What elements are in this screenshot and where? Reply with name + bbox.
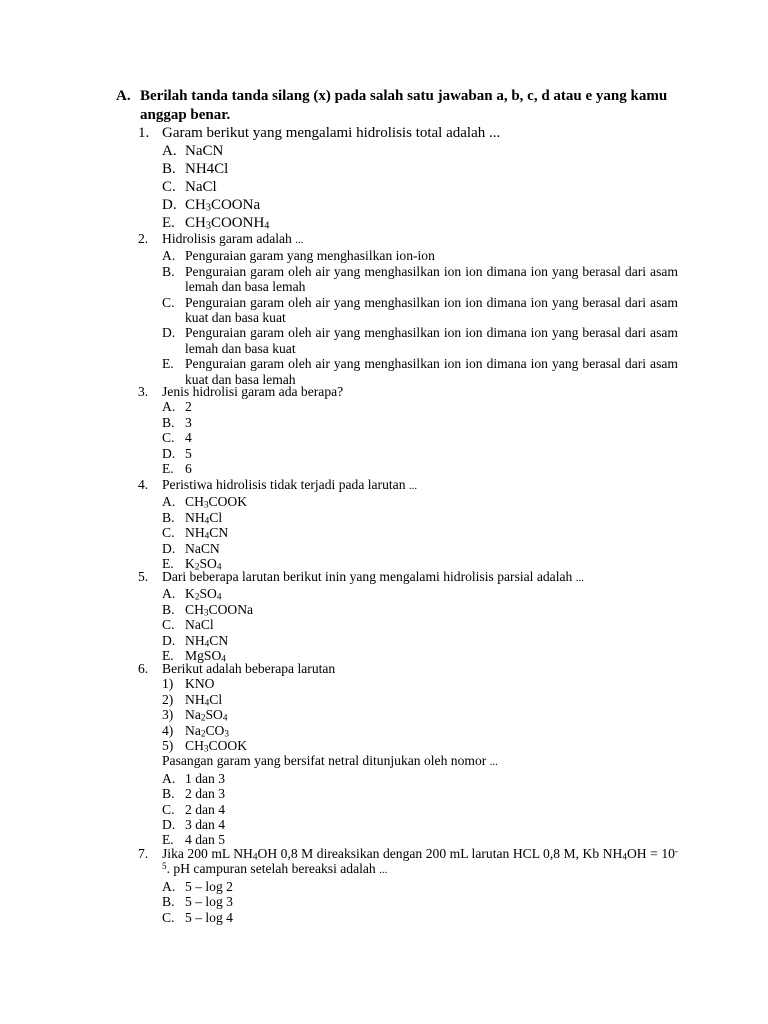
option-d: D. 5 (162, 445, 192, 461)
question-text: Jika 200 mL $NH_4OH$ 0,8 M direaksikan dengan 200 mL larutan HCL 0,8 M, Kb $NH_4OH = 10^{-5}$. pH campuran setelah bereaksi adalah ... (162, 845, 678, 877)
option-e: E. 6 (162, 461, 192, 477)
question-text: Peristiwa hidrolisis tidak terjadi pada larutan ... (162, 477, 418, 492)
option-b: B. 2 dan 3 (162, 786, 226, 802)
solution-item: 1) KNO (162, 676, 215, 692)
question-number: 2. (138, 231, 149, 246)
option-e: E. Penguraian garam oleh air yang menghasilkan ion ion dimana ion yang berasal dari asam kuat dan basa lemah (162, 356, 678, 387)
solution-item: 5) $CH_3COOK$ (162, 738, 248, 754)
option-d: D. $CH_3COONa$ (162, 197, 261, 214)
option-b: B. 3 (162, 414, 192, 430)
option-e: E. $K_2SO_4$ (162, 556, 222, 572)
question-number: 3. (138, 384, 149, 399)
option-c: C. 5 – log 4 (162, 909, 233, 925)
option-a: A. $K_2SO_4$ (162, 586, 222, 602)
option-a: A. 5 – log 2 (162, 878, 233, 894)
question-2 (138, 231, 678, 387)
question-number: 6. (138, 661, 149, 676)
option-c: C. $NH_4CN$ (162, 525, 229, 541)
section-instruction (116, 87, 676, 125)
option-b: B. NH4Cl (162, 161, 229, 177)
option-b: B. $NH_4Cl$ (162, 509, 223, 526)
question-text: Hidrolisis garam adalah ... (162, 231, 304, 246)
option-b: B. $CH_3COONa$ (162, 601, 254, 618)
option-a: A. Penguraian garam yang menghasilkan ion-ion (162, 248, 435, 264)
question-number: 5. (138, 569, 149, 584)
option-e: E. $CH_3COONH_4$ (162, 215, 270, 232)
question-5 (138, 569, 678, 663)
solution-item: 2) $NH_4Cl$ (162, 691, 223, 708)
option-a: A. NaCN (162, 143, 224, 159)
option-d: D. $NH_4CN$ (162, 632, 229, 648)
option-b: B. Penguraian garam oleh air yang menghasilkan ion ion dimana ion yang berasal dari asam lemah dan basa lemah (162, 263, 678, 295)
option-b: B. 5 – log 3 (162, 894, 233, 910)
question-7 (138, 846, 678, 925)
option-e: E. MgSO$_4$ (162, 648, 226, 664)
question-6 (138, 661, 678, 848)
question-1 (138, 124, 678, 232)
option-c: C. NaCl (162, 617, 214, 633)
option-a: A. 2 (162, 399, 192, 415)
section-instruction-text: Berilah tanda tanda silang (x) pada salah satu jawaban a, b, c, d atau e yang kamu anggap benar. (140, 88, 668, 123)
section-letter: A. (116, 88, 131, 104)
question-prompt: Pasangan garam yang bersifat netral ditunjukan oleh nomor ... (162, 753, 498, 769)
question-3 (138, 384, 678, 476)
option-d: D. 3 dan 4 (162, 817, 226, 833)
question-text: Berikut adalah beberapa larutan (162, 661, 336, 676)
question-number: 4. (138, 477, 149, 492)
question-number: 1. (138, 125, 150, 141)
question-4 (138, 477, 678, 571)
solution-item: 4) $Na_2CO_3$ (162, 722, 229, 738)
option-a: A. 1 dan 3 (162, 770, 226, 786)
option-c: C. 4 (162, 430, 192, 446)
option-c: C. Penguraian garam oleh air yang menghasilkan ion ion dimana ion yang berasal dari asam kuat dan basa kuat (162, 294, 678, 326)
option-d: D. NaCN (162, 540, 220, 556)
question-number: 7. (138, 846, 149, 861)
question-text: Garam berikut yang mengalami hidrolisis total adalah ... (162, 125, 501, 141)
option-c: C. NaCl (162, 179, 217, 195)
question-text: Jenis hidrolisi garam ada berapa? (162, 384, 344, 399)
option-d: D. Penguraian garam oleh air yang menghasilkan ion ion dimana ion yang berasal dari asam lemah dan basa kuat (162, 325, 678, 356)
option-a: A. $CH_3COOK$ (162, 494, 248, 510)
question-text: Dari beberapa larutan berikut inin yang mengalami hidrolisis parsial adalah ... (162, 569, 584, 584)
option-e: E. 4 dan 5 (162, 832, 226, 848)
solution-item: 3) $Na_2SO_4$ (162, 707, 228, 723)
option-c: C. 2 dan 4 (162, 801, 226, 817)
